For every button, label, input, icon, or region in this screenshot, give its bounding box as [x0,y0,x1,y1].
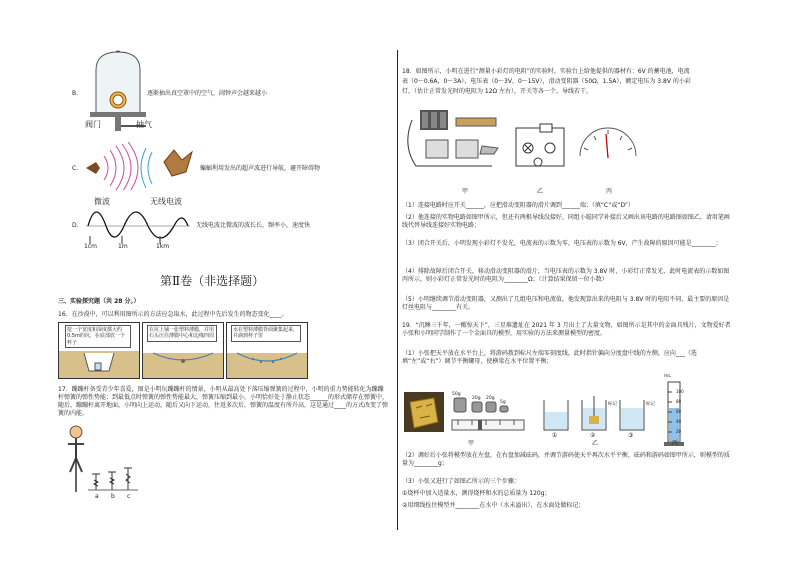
fig-label-jia: 甲 [462,188,469,195]
mark-label-2: 标记 [646,402,655,407]
pump-label: 抽气 [136,120,152,129]
weight-5g: 5g [500,400,506,405]
wave-radio-label: 无线电波 [150,197,182,206]
item-b-text: 逐渐抽出真空罩中的空气，闹钟声会越来越小 [147,90,268,97]
ammeter-figure [576,122,640,162]
q19-text: 19．“沉睡三千年，一醒惊天下”，三星堆遗址在 2021 年 3 月出土了大量文物，如图所示是其中的金面具残片，文物爱好者小张和小明同学制作了一个金面具的模型，用实验的方法来测量模型的密度。 [402,322,731,338]
q18-part3: （3）闭合开关后，小明发现小彩灯不发光，电流表的示数为零，电压表的示数为 6V，产生故障的原因可能是________； [402,240,722,247]
pogo-label-a: a [95,493,99,500]
beaker-step-3: ③ [628,432,634,439]
q19-part2: （2）调好后小张将模型放在左盘，在右盘加减砝码，并调节游码使天平再次水平平衡，砝码和游码如图甲所示，则模型的质量为________g； [402,452,730,468]
q16-panel-3 [226,322,308,379]
item-d-text: 无线电波比微波的波长长，频率小，速度快 [196,222,311,229]
q19-step-a: ①烧杯中加入适量水，测得烧杯和水的总质量为 120g； [402,490,551,497]
q16-caption-3: 水在塑料薄膜背面聚集起来，并滴到杯子里 [231,325,301,342]
cyl-tick-100: 100 [676,389,684,394]
beakers-figure [540,396,650,436]
q17-text: 17．蹦蹦杆备受青少年喜爱，图是小明玩蹦蹦杆的情景，小明从最高处下落压缩弹簧的过程中，小明的重力势能转化为蹦蹦杆弹簧的弹性势能；到最低点时弹簧的弹性势能最大，弹簧压缩到最小，小明恰好处于静止状态______的形式储存在弹簧中，随后，蹦蹦杆离开地面，小明向上运动，随后又向下运动，往返多次后，弹簧的温度有所升高，这是通过____的方式改变了弹簧的内能。 [58,386,389,418]
q18-part2: （2）他连接的实物电路如图甲所示，但还有两根导线没接好，同组小聪同学补接后又画出该电路的电路图如图乙，请用笔画线代替导线连接好实物电路； [402,214,730,230]
item-c-text: 蝙蝠利用发出的超声波进行导航，避开障碍物 [200,165,321,172]
valve-label: 阀门 [85,120,101,129]
fig-label-bing: 丙 [606,188,613,195]
q16-text: 16．在沙漠中，可以利用图所示的方法应急取水，此过程中先后发生的物态变化____。 [58,311,288,318]
cylinder-unit: mL [664,374,671,379]
q18-part4: （4）排除故障后闭合开关，移动滑动变阻器的滑片，当电压表的示数为 3.8V 时，小彩灯正常发光，此时电流表的示数如图丙所示，则小彩灯正常发光时的电阻为________Ω；（计算结果保留一位小数） [402,268,730,284]
q19-part1: （1）小张把天平放在水平台上，将游码拨到标尺左端零刻度线，此时指针偏向分度盘中线的左侧，应向___（选填“左”或“右”）调节平衡螺母，使横梁在水平位置平衡； [402,350,697,366]
section3-heading: 三、实验探究题（共 28 分。） [58,298,140,305]
item-b-letter: B. [72,90,79,97]
fig19-label-bing: 丙 [672,440,679,447]
fig19-label-yi: 乙 [592,440,599,447]
pogo-label-c: c [127,493,131,500]
tick-1m: 1m [118,243,128,250]
item-d-letter: D. [72,222,79,229]
q19-part3: （3）小张又进行了如图乙所示的三个步骤： [402,478,520,485]
q16-panel-2 [142,322,224,379]
tick-1km: 1km [156,243,170,250]
q18-line2: 表（0～0.6A，0～3A），电压表（0～3V，0～15V），滑动变阻器（50Ω，1.5A），额定电压为 3.8V 的小彩 [402,78,691,85]
q18-line1: 18．如图所示，小明在进行“测量小彩灯的电阻”的实验时，实验台上给他提供的器材有：6V 的蓄电池，电流 [402,68,690,75]
q16-caption-2: 在坑上铺一张塑料薄膜，并用石头压住薄膜中心和边缘四周 [147,325,217,342]
q16-caption-1: 挖一个宽度和深度都大约0.5m的坑，在底部放一个杯子 [65,325,131,348]
mark-label-1: 标记 [608,402,617,407]
wave-micro-label: 微波 [94,197,110,206]
gold-mask-figure [404,392,444,432]
item-c-letter: C. [72,165,79,172]
cyl-tick-20: 20 [676,429,682,434]
beaker-step-1: ① [552,432,558,439]
weight-50g: 50g [452,392,461,397]
bat-ultrasound-figure [82,142,202,190]
weight-20g-a: 20g [472,396,481,401]
beaker-step-2: ② [590,432,596,439]
cyl-tick-80: 80 [676,399,682,404]
section-title: 第Ⅱ卷（非选择题） [160,274,265,288]
pogo-stick-figure [62,422,142,500]
circuit-figure-a [402,106,506,186]
fig-label-yi: 乙 [537,188,544,195]
tick-1cm: 1cm [84,243,97,250]
column-divider [397,50,398,530]
q18-part5: （5）小明继续调节滑动变阻器，又测出了几组电压和电流值，他发现算出来的电阻与 3.8V 时的电阻不同，最主要的原因是灯丝电阻与________有关。 [402,296,730,312]
q16-panel-1 [58,322,140,379]
circuit-figure-b [510,122,570,172]
cyl-tick-40: 40 [676,419,682,424]
pogo-label-b: b [111,493,115,500]
q18-part1: （1）连接电路时应开关______，应把滑动变阻器的滑片调到______端；（填“C”或“D”） [402,202,635,209]
fig19-label-jia: 甲 [468,440,475,447]
q18-line3: 灯，（估计正常发光时的电阻为 12Ω 左右），开关等各一个，导线若干。 [402,88,593,95]
cyl-tick-60: 60 [676,409,682,414]
q19-step-b: ②用细线拴住模型并________在水中（水未溢出），在水面处做标记； [402,502,585,509]
weight-20g-b: 20g [486,396,495,401]
